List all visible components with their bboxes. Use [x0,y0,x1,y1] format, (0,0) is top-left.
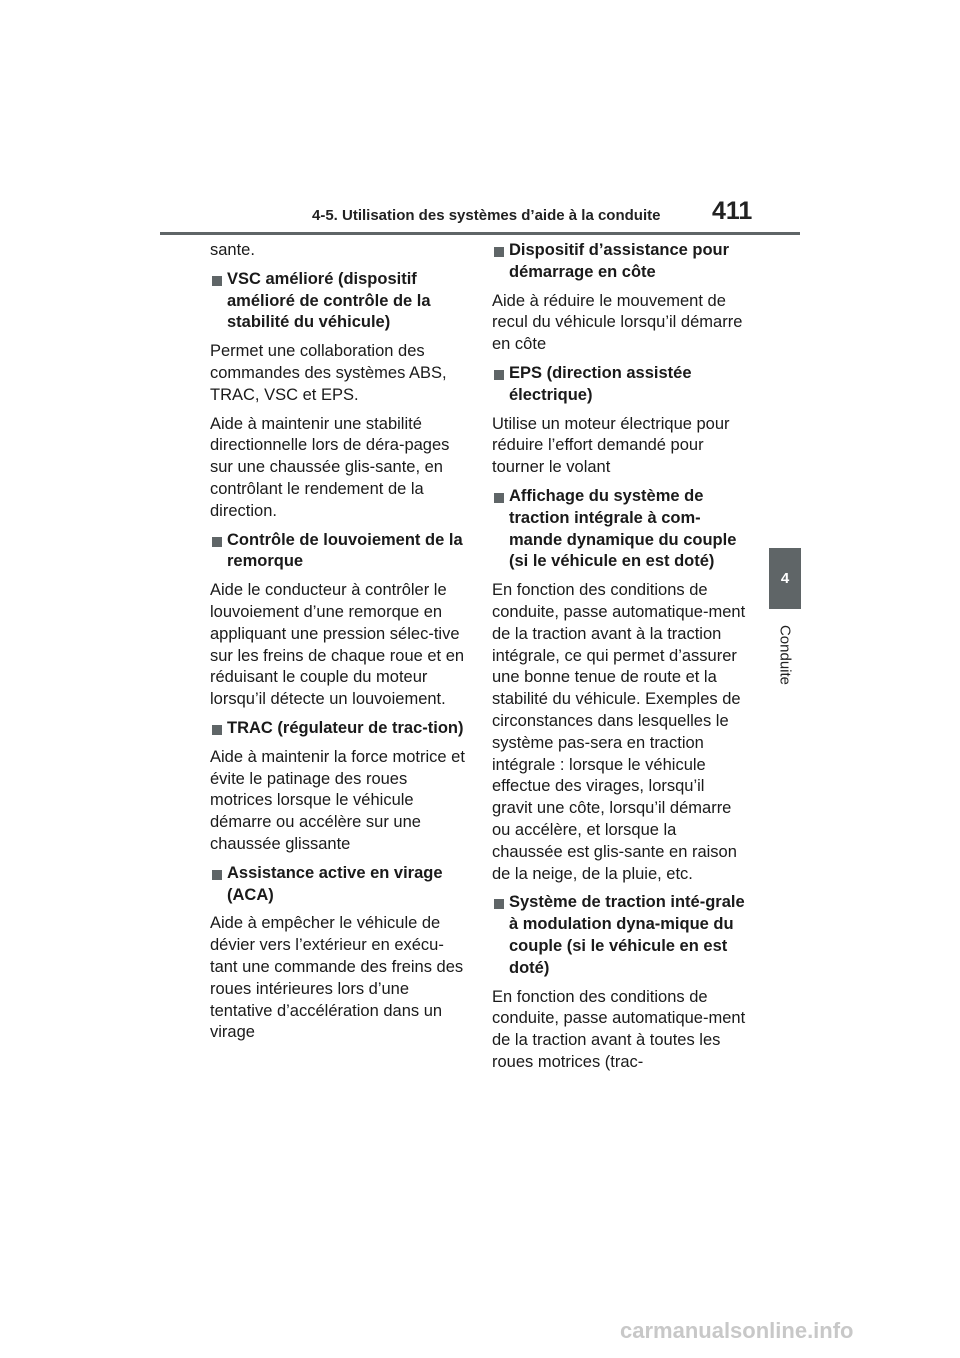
section-heading [492,363,748,407]
body-paragraph: Aide le conducteur à contrôler le louvoiement d’une remorque en appliquant une pression sélec-tive sur les freins de chaque roue et en réduisant le couple du moteur lorsqu’il détecte un louvoiement. [210,581,465,709]
body-paragraph: Aide à empêcher le véhicule de dévier vers l’extérieur en exécu-tant une commande des freins des roues intérieures lors d’une tentative d’accélération dans un virage [210,914,464,1042]
square-bullet-icon [492,892,509,979]
page-number: 411 [712,197,753,225]
watermark: carmanualsonline.info [620,1318,854,1343]
chapter-number: 4 [780,570,790,587]
square-bullet-icon [210,718,227,740]
body-paragraph: sante. [210,241,255,259]
body-paragraph: Utilise un moteur électrique pour réduire l’effort demandé pour tourner le volant [492,414,730,477]
section-heading-text: Assistance active en virage (ACA) [227,863,443,904]
body-paragraph: En fonction des conditions de conduite, passe automatique-ment de la traction avant à toutes les roues motrices (trac- [492,987,746,1071]
section-heading-text: Affichage du système de traction intégrale à com-mande dynamique du couple (si le véhicule en est doté) [509,486,737,571]
square-bullet-icon [210,269,227,334]
section-heading [210,718,470,740]
left-column [210,240,470,1051]
section-heading-text: TRAC (régulateur de trac-tion) [227,718,464,737]
square-bullet-icon [492,363,509,407]
header-rule [160,232,800,235]
section-heading [210,863,470,907]
square-bullet-icon [210,863,227,907]
body-paragraph: Aide à maintenir la force motrice et évite le patinage des roues motrices lorsque le véhicule démarre ou accélère sur une chaussée glissante [210,747,465,853]
section-heading [492,486,748,573]
chapter-tab[interactable] [769,548,801,609]
section-heading [492,240,748,284]
running-header-title: 4-5. Utilisation des systèmes d’aide à la conduite [312,207,661,224]
square-bullet-icon [492,486,509,573]
body-paragraph: En fonction des conditions de conduite, passe automatique-ment de la traction avant à la traction intégrale, ce qui permet d’assurer une bonne tenue de route et la stabilité du véhicule. Exemples de circonstances dans lesquelles le système pas-sera en traction intégrale : lorsque le véhicule effectue des virages, lorsqu’il gravit une côte, lorsqu’il démarre ou accélère, et lorsque la chaussée est glis-sante en raison de la neige, de la pluie, etc. [492,581,746,883]
section-heading [492,892,748,979]
square-bullet-icon [210,530,227,574]
body-paragraph: Permet une collaboration des commandes des systèmes ABS, TRAC, VSC et EPS. [210,342,447,404]
section-heading-text: Système de traction inté-grale à modulation dyna-mique du couple (si le véhicule en est doté) [509,893,745,977]
right-column [492,240,748,1081]
section-heading-text: VSC amélioré (dispositif amélioré de contrôle de la stabilité du véhicule) [227,269,431,332]
section-heading-text: Dispositif d’assistance pour démarrage en côte [509,241,730,281]
section-heading [210,530,470,574]
body-paragraph: Aide à maintenir une stabilité directionnelle lors de déra-pages sur une chaussée glis-sante, en contrôlant le rendement de la direction. [210,414,450,520]
chapter-label: Conduite [776,624,794,686]
square-bullet-icon [492,240,509,284]
body-paragraph: Aide à réduire le mouvement de recul du véhicule lorsqu’il démarre en côte [492,291,743,354]
section-heading-text: EPS (direction assistée électrique) [509,363,692,404]
section-heading-text: Contrôle de louvoiement de la remorque [227,530,463,571]
section-heading [210,269,470,334]
